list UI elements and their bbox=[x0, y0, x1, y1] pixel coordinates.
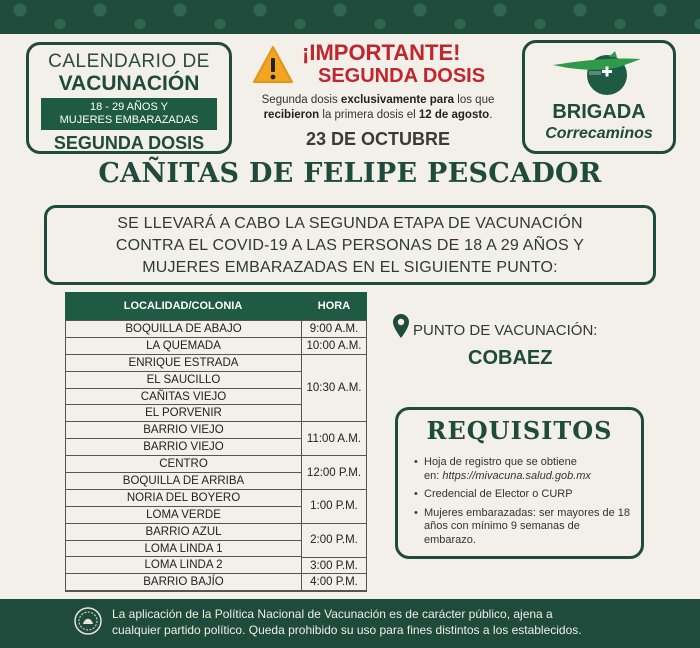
roadrunner-logo-icon bbox=[549, 49, 649, 99]
announcement-box bbox=[44, 205, 656, 285]
event-date: 23 DE OCTUBRE bbox=[306, 129, 451, 149]
table-row-locality: EL SAUCILLO bbox=[66, 372, 302, 389]
important-title: ¡IMPORTANTE! bbox=[302, 40, 461, 65]
table-row-locality: CAÑITAS VIEJO bbox=[66, 389, 302, 406]
header-locality: LOCALIDAD/COLONIA bbox=[123, 300, 243, 312]
footer bbox=[0, 599, 700, 648]
table-row-locality: LA QUEMADA bbox=[66, 338, 302, 355]
calendar-line1: CALENDARIO DE bbox=[48, 51, 210, 72]
calendar-line3: SEGUNDA DOSIS bbox=[53, 133, 205, 153]
calendar-audience-line2: MUJERES EMBARAZADAS bbox=[59, 114, 199, 126]
table-body bbox=[65, 320, 367, 592]
announcement-line1: SE LLEVARÁ A CABO LA SEGUNDA ETAPA DE VACUNACIÓN bbox=[117, 215, 583, 232]
brigada-subtitle: Correcaminos bbox=[545, 125, 653, 142]
table-cell-hour: 3:00 P.M. bbox=[302, 558, 366, 575]
announcement-line3: MUJERES EMBARAZADAS EN EL SIGUIENTE PUNTO: bbox=[142, 259, 558, 276]
vaccination-point-label: PUNTO DE VACUNACIÓN: bbox=[413, 322, 598, 339]
table-row-locality: BARRIO VIEJO bbox=[66, 439, 302, 456]
requirements-box bbox=[395, 407, 644, 559]
table-cell-hour: 12:00 P.M. bbox=[302, 456, 366, 490]
table-row-locality: CENTRO bbox=[66, 456, 302, 473]
table-row-locality: BARRIO VIEJO bbox=[66, 422, 302, 439]
important-subtitle: SEGUNDA DOSIS bbox=[318, 65, 486, 87]
table-row-locality: LOMA LINDA 1 bbox=[66, 541, 302, 558]
table-cell-hour: 9:00 A.M. bbox=[302, 321, 366, 338]
table-row-locality: BOQUILLA DE ABAJO bbox=[66, 321, 302, 338]
calendar-line2: VACUNACIÓN bbox=[58, 72, 200, 95]
requirement-item: • Mujeres embarazadas: ser mayores de 18 años con mínimo 9 semanas de embarazo. bbox=[414, 507, 634, 548]
table-cell-hour: 2:00 P.M. bbox=[302, 524, 366, 558]
table-row-locality: BARRIO AZUL bbox=[66, 524, 302, 541]
decorative-header-band bbox=[0, 0, 700, 34]
table-row-locality: BOQUILLA DE ARRIBA bbox=[66, 473, 302, 490]
table-header bbox=[65, 292, 367, 320]
header-hour: HORA bbox=[317, 300, 351, 312]
calendar-badge bbox=[26, 42, 232, 154]
table-row-locality: ENRIQUE ESTRADA bbox=[66, 355, 302, 372]
vaccination-point-value: COBAEZ bbox=[468, 347, 553, 369]
table-cell-hour: 10:30 A.M. bbox=[302, 355, 366, 423]
calendar-audience-line1: 18 - 29 AÑOS Y bbox=[89, 101, 169, 113]
warning-icon bbox=[252, 44, 294, 86]
table-cell-hour: 1:00 P.M. bbox=[302, 490, 366, 524]
footer-text: La aplicación de la Política Nacional de Vacunación es de carácter público, ajena a cualquier partido político. Queda prohibido su uso para fines distintos a los establecidos. bbox=[112, 607, 582, 637]
table-row-locality: EL PORVENIR bbox=[66, 405, 302, 422]
requirement-item: • Hoja de registro que se obtiene en: https://mivacuna.salud.gob.mx bbox=[414, 456, 634, 483]
location-pin-icon bbox=[393, 314, 409, 338]
registration-url: https://mivacuna.salud.gob.mx bbox=[442, 469, 591, 482]
national-seal-icon bbox=[74, 607, 102, 635]
important-text: Segunda dosis exclusivamente para los que recibieron la primera dosis el 12 de agosto. bbox=[261, 94, 495, 121]
place-title: CAÑITAS DE FELIPE PESCADOR bbox=[98, 158, 602, 189]
table-cell-hour: 4:00 P.M. bbox=[302, 575, 366, 592]
table-row-locality: LOMA VERDE bbox=[66, 507, 302, 524]
calendar-audience bbox=[41, 98, 217, 130]
announcement-line2: CONTRA EL COVID-19 A LAS PERSONAS DE 18 A 29 AÑOS Y bbox=[115, 237, 585, 254]
table-cell-hour: 11:00 A.M. bbox=[302, 422, 366, 456]
requirements-list bbox=[414, 456, 634, 552]
requirements-title: REQUISITOS bbox=[426, 416, 613, 445]
table-row-locality: BARRIO BAJÍO bbox=[66, 574, 302, 591]
schedule-table bbox=[65, 292, 367, 592]
brigada-badge bbox=[522, 40, 676, 154]
table-row-locality: LOMA LINDA 2 bbox=[66, 557, 302, 574]
requirement-item: • Credencial de Elector o CURP bbox=[414, 488, 634, 502]
table-cell-hour: 10:00 A.M. bbox=[302, 338, 366, 355]
table-row-locality: NORIA DEL BOYERO bbox=[66, 490, 302, 507]
brigada-title: BRIGADA bbox=[552, 101, 646, 123]
